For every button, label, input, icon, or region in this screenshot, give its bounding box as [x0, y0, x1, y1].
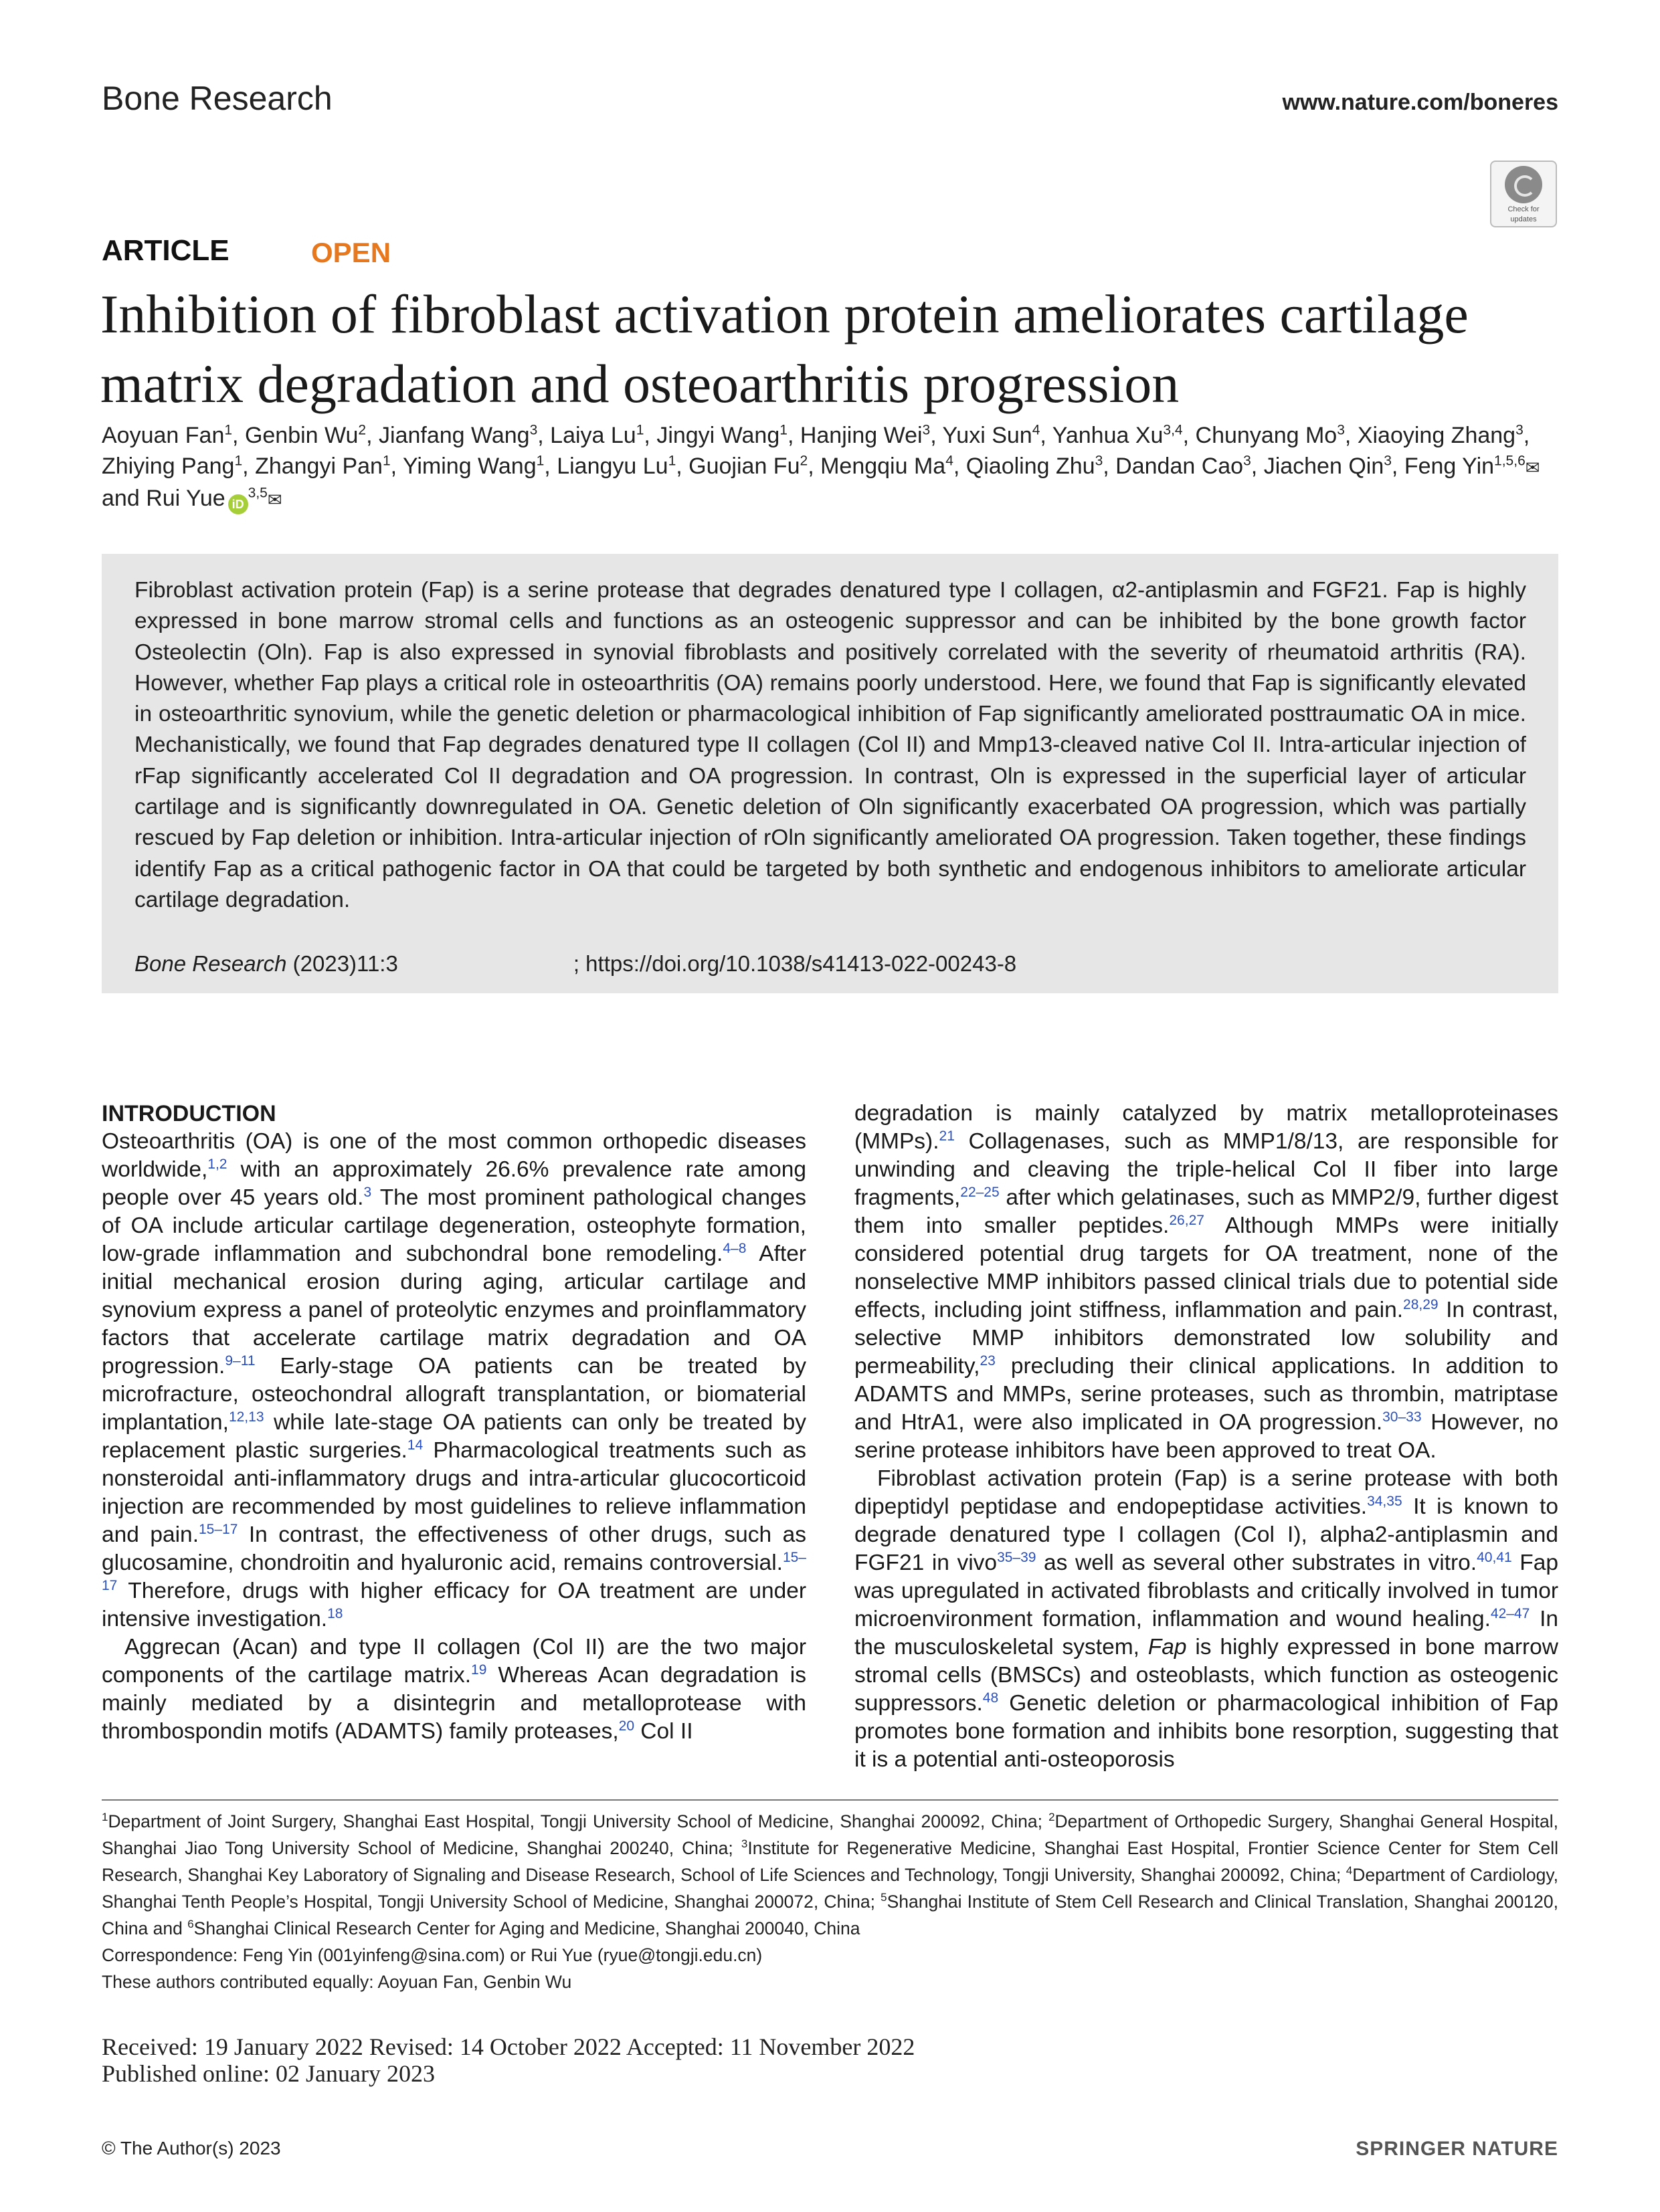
- check-updates-label-1: Check for: [1507, 205, 1540, 213]
- author-name: Qiaoling Zhu: [965, 454, 1095, 479]
- author-affiliation-mark: 3,5: [248, 485, 268, 501]
- author-name: Yuxi Sun: [942, 423, 1032, 448]
- check-updates-label-2: updates: [1510, 215, 1537, 223]
- reference-link[interactable]: 4–8: [723, 1240, 747, 1256]
- affiliations: $^1$Department of Joint Surgery, Shanghai East Hospital, Tongji University School of Medicine, Shanghai 200092, China; $^2$Department of Orthopedic Surgery, Shanghai General Hospital, Shanghai Jiao Tong University School of Medicine, Shanghai 200240, China; $^3$Institute for Regenerative Medicine, Shanghai East Hospital, Frontier Science Center for Stem Cell Research, Shanghai Key Laboratory of Signaling and Disease Research, School of Life Sciences and Technology, Tongji University, Shanghai 200092, China; $^4$Department of Cardiology, Shanghai Tenth People’s Hospital, Tongji University School of Medicine, Shanghai 200072, China; $^5$Shanghai Institute of Stem Cell Research and Clinical Translation, Shanghai 200120, China and $^6$Shanghai Clinical Research Center for Aging and Medicine, Shanghai 200040, China: [102, 1811, 1558, 1938]
- author-affiliation-mark: 3: [1243, 453, 1251, 469]
- author-name: Hanjing Wei: [800, 423, 923, 448]
- journal-url-link[interactable]: www.nature.com/boneres: [1282, 90, 1558, 115]
- affiliation-number: 6: [187, 1918, 194, 1931]
- reference-link[interactable]: 35–39: [997, 1549, 1036, 1565]
- reference-link[interactable]: 3: [363, 1184, 372, 1200]
- reference-link[interactable]: 19: [471, 1662, 487, 1678]
- email-icon[interactable]: ✉: [267, 490, 282, 510]
- reference-link[interactable]: 12,13: [228, 1409, 264, 1425]
- affiliation-number: 2: [1048, 1811, 1055, 1824]
- author-name: Jianfang Wang: [379, 423, 530, 448]
- orcid-icon[interactable]: iD: [228, 494, 248, 514]
- section-heading-introduction: INTRODUCTION: [102, 1101, 276, 1126]
- copyright: © The Author(s) 2023: [102, 2138, 281, 2158]
- body-column-right: [854, 1100, 1558, 1774]
- paragraph: Fibroblast activation protein (Fap) is a serine protease with both dipeptidyl peptidase and endopeptidase activities.$^{34,35}$ It is known to degrade denatured type I collagen (Col I), alpha2-antiplasmin and FGF21 in vivo$^{35-39}$ as well as several other substrates in vitro.$^{40,41}$ Fap was upregulated in activated fibroblasts and critically involved in tumor microenvironment formation, inflammation and wound healing.$^{42-47}$ In the musculoskeletal system, Fap is highly expressed in bone marrow stromal cells (BMSCs) and osteoblasts, which function as osteogenic suppressors.$^{48}$ Genetic deletion or pharmacological inhibition of Fap promotes bone formation and inhibits bone resorption, suggesting that it is a potential anti-osteoporosis: [854, 1466, 1559, 1772]
- abstract-text: Fibroblast activation protein (Fap) is a serine protease that degrades denatured type I collagen, α2-antiplasmin and FGF21. Fap is highly expressed in bone marrow stromal cells and functions as an osteogenic suppressor and can be inhibited by the bone growth factor Osteolectin (Oln). Fap is also expressed in synovial fibroblasts and positively correlated with the severity of rheumatoid arthritis (RA). However, whether Fap plays a critical role in osteoarthritis (OA) remains poorly understood. Here, we found that Fap is significantly elevated in osteoarthritic synovium, while the genetic deletion or pharmacological inhibition of Fap significantly ameliorated posttraumatic OA in mice. Mechanistically, we found that Fap degrades denatured type II collagen (Col II) and Mmp13-cleaved native Col II. Intra-articular injection of rFap significantly accelerated Col II degradation and OA progression. In contrast, Oln is expressed in the superficial layer of articular cartilage and is significantly downregulated in OA. Genetic deletion of Oln significantly exacerbated OA progression, which was partially rescued by Fap deletion or inhibition. Intra-articular injection of rOln significantly ameliorated OA progression. Taken together, these findings identify Fap as a critical pathogenic factor in OA that could be targeted by both synthetic and endogenous inhibitors to ameliorate articular cartilage degradation.: [134, 578, 1526, 912]
- reference-link[interactable]: 9–11: [225, 1352, 256, 1369]
- email-icon[interactable]: ✉: [1525, 458, 1540, 478]
- author-affiliation-mark: 2: [800, 453, 808, 469]
- check-for-updates-badge[interactable]: [1490, 161, 1557, 227]
- publisher-logo: SPRINGER NATURE: [1356, 2138, 1558, 2160]
- journal-name: Bone Research: [102, 80, 333, 117]
- author-affiliation-mark: 1: [536, 453, 545, 469]
- author-name: Jiachen Qin: [1263, 454, 1384, 479]
- check-updates-icon: [1505, 166, 1542, 203]
- author-affiliation-mark: 3: [529, 422, 538, 438]
- author-affiliation-mark: 3: [1515, 422, 1524, 438]
- author-affiliation-mark: 3,4: [1163, 422, 1183, 438]
- doi-link[interactable]: https://doi.org/10.1038/s41413-022-00243-8: [585, 951, 1017, 976]
- author-affiliation-mark: 1: [636, 422, 644, 438]
- reference-link[interactable]: 30–33: [1382, 1409, 1422, 1425]
- author-affiliation-mark: 3: [922, 422, 931, 438]
- author-name: Yanhua Xu: [1052, 423, 1164, 448]
- article-title: Inhibition of fibroblast activation protein ameliorates cartilage matrix degradation and osteoarthritis progression: [100, 284, 1469, 414]
- author-name: Zhangyi Pan: [255, 454, 383, 479]
- reference-link[interactable]: 28,29: [1403, 1296, 1439, 1312]
- dates-received-revised-accepted: Received: 19 January 2022 Revised: 14 October 2022 Accepted: 11 November 2022: [102, 2033, 915, 2060]
- author-name: Guojian Fu: [688, 454, 800, 479]
- author-affiliation-mark: 4: [1032, 422, 1040, 438]
- author-name: Mengqiu Ma: [820, 454, 946, 479]
- reference-link[interactable]: 14: [407, 1437, 424, 1453]
- author-name: Rui Yue: [146, 486, 225, 511]
- equal-contribution-note: These authors contributed equally: Aoyuan Fan, Genbin Wu: [102, 1972, 572, 1992]
- citation-separator: ;: [573, 951, 579, 976]
- article-type-label: ARTICLE: [102, 234, 229, 267]
- author-name: Laiya Lu: [550, 423, 636, 448]
- reference-link[interactable]: 15–17: [199, 1521, 238, 1537]
- author-name: Feng Yin: [1404, 454, 1495, 479]
- author-affiliation-mark: 3: [1384, 453, 1392, 469]
- reference-link[interactable]: 20: [618, 1718, 634, 1734]
- citation-line: [134, 951, 1016, 977]
- author-name: Dandan Cao: [1115, 454, 1244, 479]
- citation-journal: Bone Research: [134, 951, 287, 976]
- reference-link[interactable]: 15–17: [102, 1549, 806, 1593]
- correspondence: Correspondence: Feng Yin (001yinfeng@sina.com) or Rui Yue (ryue@tongji.edu.cn): [102, 1945, 763, 1965]
- author-name: Liangyu Lu: [557, 454, 668, 479]
- body-column-left: [102, 1100, 806, 1746]
- reference-link[interactable]: 40,41: [1477, 1549, 1512, 1565]
- affiliation-number: 5: [881, 1891, 887, 1904]
- reference-link[interactable]: 42–47: [1490, 1605, 1530, 1621]
- left-paragraphs: [102, 1128, 806, 1746]
- citation-volume: (2023)11:3: [286, 951, 398, 976]
- author-affiliation-mark: 1: [668, 453, 676, 469]
- footnote-divider: [102, 1799, 1558, 1801]
- reference-link[interactable]: 23: [980, 1352, 996, 1369]
- affiliation-number: 4: [1346, 1864, 1353, 1878]
- author-name: Jingyi Wang: [656, 423, 780, 448]
- author-list: Aoyuan Fan$^1$, Genbin Wu$^2$, Jianfang Wang$^3$, Laiya Lu$^1$, Jingyi Wang$^1$, Hanjing Wei$^3$, Yuxi Sun$^4$, Yanhua Xu$^{3,4}$, Chunyang Mo$^3$, Xiaoying Zhang$^3$, Zhiying Pang$^1$, Zhangyi Pan$^1$, Yiming Wang$^1$, Liangyu Lu$^1$, Guojian Fu$^2$, Mengqiu Ma$^4$, Qiaoling Zhu$^3$, Dandan Cao$^3$, Jiachen Qin$^3$, Feng Yin$^{1,5,6}$✉ and Rui Yue iD$^{3,5}$✉: [102, 420, 1567, 515]
- author-affiliation-mark: 3: [1095, 453, 1103, 469]
- author-affiliation-mark: 1,5,6: [1494, 453, 1526, 469]
- author-name: Genbin Wu: [244, 423, 359, 448]
- author-affiliation-mark: 1: [779, 422, 788, 438]
- author-affiliation-mark: 1: [382, 453, 391, 469]
- paragraph: Aggrecan (Acan) and type II collagen (Col II) are the two major components of the cartilage matrix.$^{19}$ Whereas Acan degradation is mainly mediated by a disintegrin and metalloprotease with thrombospondin motifs (ADAMTS) family proteases,$^{20}$ Col II: [102, 1635, 806, 1744]
- reference-link[interactable]: 1,2: [207, 1156, 227, 1172]
- right-paragraphs: [854, 1100, 1558, 1774]
- affiliation-number: 3: [741, 1837, 748, 1851]
- author-affiliation-mark: 1: [234, 453, 243, 469]
- reference-link[interactable]: 34,35: [1367, 1493, 1402, 1509]
- author-affiliation-mark: 1: [224, 422, 233, 438]
- open-access-label: OPEN: [311, 237, 391, 268]
- footnotes: [102, 1808, 1558, 1995]
- author-name: Chunyang Mo: [1195, 423, 1338, 448]
- author-affiliation-mark: 3: [1337, 422, 1345, 438]
- italic-term: Fap: [1147, 1635, 1187, 1660]
- reference-link[interactable]: 26,27: [1169, 1212, 1204, 1228]
- reference-link[interactable]: 21: [939, 1128, 955, 1144]
- publication-dates: [102, 2033, 1172, 2087]
- author-affiliation-mark: 2: [358, 422, 367, 438]
- author-name: Yiming Wang: [402, 454, 537, 479]
- reference-link[interactable]: 48: [982, 1690, 999, 1706]
- affiliation-number: 1: [102, 1811, 108, 1824]
- reference-link[interactable]: 22–25: [960, 1184, 1000, 1200]
- reference-link[interactable]: 18: [327, 1605, 343, 1621]
- date-published-online: Published online: 02 January 2023: [102, 2060, 435, 2087]
- author-affiliation-mark: 4: [945, 453, 953, 469]
- author-name: Xiaoying Zhang: [1357, 423, 1516, 448]
- paragraph: degradation is mainly catalyzed by matrix metalloproteinases (MMPs).$^{21}$ Collagenases, such as MMP1/8/13, are responsible for unwinding and cleaving the triple-helical Col II fiber into large fragments,$^{22-25}$ after which gelatinases, such as MMP2/9, further digest them into smaller peptides.$^{26,27}$ Although MMPs were initially considered potential drug targets for OA treatment, none of the nonselective MMP inhibitors passed clinical trials due to potential side effects, including joint stiffness, inflammation and pain.$^{28,29}$ In contrast, selective MMP inhibitors demonstrated low solubility and permeability,$^{23}$ precluding their clinical applications. In addition to ADAMTS and MMPs, serine proteases, such as thrombin, matriptase and HtrA1, were also implicated in OA progression.$^{30-33}$ However, no serine protease inhibitors have been approved to treat OA.: [854, 1101, 1558, 1463]
- paragraph: Osteoarthritis (OA) is one of the most common orthopedic diseases worldwide,$^{1,2}$ with an approximately 26.6% prevalence rate among people over 45 years old.$^3$ The most prominent pathological changes of OA include articular cartilage degeneration, osteophyte formation, low-grade inflammation and subchondral bone remodeling.$^{4-8}$ After initial mechanical erosion during aging, articular cartilage and synovium express a panel of proteolytic enzymes and proinflammatory factors that accelerate cartilage matrix degradation and OA progression.$^{9-11}$ Early-stage OA patients can be treated by microfracture, osteochondral allograft transplantation, or biomaterial implantation,$^{12,13}$ while late-stage OA patients can only be treated by replacement plastic surgeries.$^{14}$ Pharmacological treatments such as nonsteroidal anti-inflammatory drugs and intra-articular glucocorticoid injection are recommended by most guidelines to relieve inflammation and pain.$^{15-17}$ In contrast, the effectiveness of other drugs, such as glucosamine, chondroitin and hyaluronic acid, remains controversial.$^{15-17}$ Therefore, drugs with higher efficacy for OA treatment are under intensive investigation.$^{18}$: [102, 1129, 806, 1631]
- author-name: Aoyuan Fan: [102, 423, 225, 448]
- author-name: Zhiying Pang: [102, 454, 235, 479]
